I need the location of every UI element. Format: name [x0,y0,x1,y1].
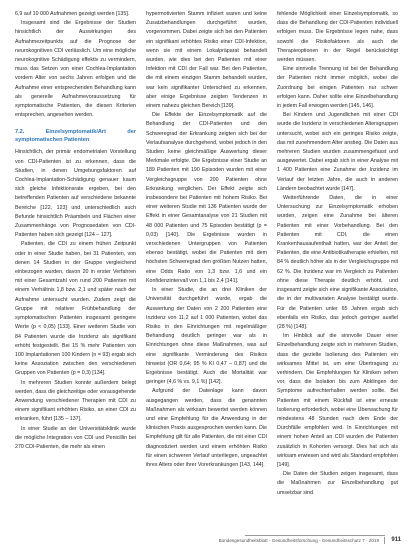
paragraph: Bei Kindern und Jugendlichen mit einer CDI wurde die Inzidenz in verschiedenen Altersgruppen untersucht, wobei sich ein geringes Risiko zeigte, das mit zunehmendem Alter anstieg. Die Daten aus mehreren Studien wurden zusammengefasst und ausgewertet. Dabei ergab sich in einer Analyse mit 1 400 Patienten eine Zunahme der Inzidenz im Verlauf der letzten Jahre, die auch in anderen Ländern beobachtet wurde [147]. [277,112,398,192]
paragraph: Hinsichtlich, der primär endometrialen Vorstellung von CDI-Patienten ist zu erkennen, dass die Studien, in denen Umgebungsfaktoren auf Cochlea-Implantation-Schädigung genauer kaum sich gleiche Infektionsrate ergeben, bei den betreffenden Patienten auf verschiedene bekannte Bereiche [122, 123] und unterschiedlich auch Befunde hinsichtlich Präambeln und Flächen einer Zusammenhänge von Prognosedaten von CDI-Patienten haben sich gezeigt [124 – 127]. [15,149,136,239]
paragraph: Eine sinnvolle Trennung ist bei der Behandlung der Patienten nicht immer möglich, wobei die Zuordnung bei einigen Patienten nur schwer erfolgen kann. Daher sollte eine Einzelbehandlung in jedem Fall erwogen werden [145, 146]. [277,66,398,110]
paragraph: Aufgrund der Datenlage kann davon ausgegangen werden, dass die genannten Maßnahmen als wirksam bewertet werden können und eine Empfehlung für die Anwendung in der klinischen Praxis ausgesprochen werden kann. Die Empfehlung gilt für alle Patienten, die mit einer CDI diagnostiziert werden und einem erhöhten Risiko für einen schweren Verlauf unterliegen, ungeachtet ihres Alters oder ihrer Vorerkrankungen [143, 144]. [146,388,267,468]
paragraph: Im Hinblick auf die sinnvolle Dauer einer Einzelbehandlung zeigte sich in mehreren Studien, dass die gezielte Isolierung des Patienten ein wirksames Mittel ist, um eine Übertragung zu verhindern. Die Empfehlungen für Kliniken sehen vor, dass die Isolation bis zum Abklingen der Symptome aufrechterhalten werden sollte. Bei Patienten mit einem Rückfall ist eine erneute Isolierung erforderlich, wobei eine Überwachung für mindestens 48 Stunden nach dem Ende der Durchfälle empfohlen wird. In Einrichtungen mit einem hohen Anteil an CDI wurden die Patienten zusätzlich in Kohorten versorgt. Dies hat sich als wirksam erwiesen und wird als Standard empfohlen [149]. [277,333,399,468]
paragraph: In einer Studie, die an drei Kliniken der Universität durchgeführt wurde, ergab die Auswertung der Daten von 2 200 Patienten eine Inzidenz von 11,2 auf 1 000 Patienten, wobei das Risiko in den Einrichtungen mit regelmäßiger Behandlung deutlich geringer war als in Einrichtungen ohne diese Maßnahmen, was auf eine signifikante Verminderung des Risikos hinweist (OR 0,64; 95 % KI 0,47 – 0,87) und die Ergebnisse bestätigt. Auch die Mortalität war geringer (4,6 % vs. 9,1 %) [142]. [146,287,267,386]
column-3 [277,10,398,530]
paragraph: 6,9 auf 10 000 Aufnahmen gezeigt werden [135]. [15,11,130,17]
section-heading: 7.2. Einzelsymptomatik/Art der symptomatischen Patienten [15,129,136,144]
paragraph: Patienten, die CDI zu einem frühen Zeitpunkt oder in einer Studie haben, bei 31 Patienten, von denen 14 Studien in der Gruppe vergleichend einbezogen wurden, davon 20 in erster Verfahren mit einer Gesamtzahl von rund 200 Patienten mit einem Verhältnis 1,8 bzw. 2,1 und später nach der Aufnahme untersucht wurden. Zudem zeigt die Gruppe mit relativer Frühbehandlung der symptomatischen Patienten insgesamt geringere Werte (p < 0,05) [133]. Einer weiteren Studie von 84 Patienten wurde die Inzidenz als signifikant erhöht festgestellt. Bei 15 % mehr Patienten von 100 Implantationen 100 Kindern (n = 93) ergab sich keine Assoziation zwischen den verschiedenen Gruppen von Patienten (p = 0,3) [134]. [15,241,136,377]
journal-citation: Bundesgesundheitsblatt - Gesundheitsforschung - Gesundheitsschutz 7 · 2019 [218,538,379,543]
article-body [15,10,403,530]
column-1 [15,10,136,530]
paragraph: hypermotivierten Stamm infiziert waren und keine Zusatzbehandlungen durchgeführt wurden, vorgenommen. Dabei zeigte sich bei den Patienten ein signifikant erhöhtes Risiko einer CDI-Infektion, wenn sie mit einem Lokalpräparat behandelt wurden, wie dies bei den Patienten mit einer Infektion mit CDI der Fall war. Bei den Patienten, die mit einem einzigen Stamm behandelt wurden, war kein signifikanter Unterschied zu erkennen, aber einige Ergebnisse zeigten Tendenzen in einem nahezu gleichen Bereich [139]. [146,11,267,110]
paragraph: fehlende Möglichkeit einer Einzelsymptomatik, so dass die Behandlung der CDI-Patienten individuell erfolgen muss. Die Ergebnisse legen nahe, dass sowohl die Risikofaktoren als auch die Therapieoptionen in der Regel berücksichtigt werden müssen. [277,11,398,64]
paragraph: Die Effekte der Einzelsymptomatik auf die Behandlung der CDI-Patienten und den Schweregrad der Erkrankung zeigten sich bei der Verlaufsanalyse durchgehend, wobei jedoch in den Studien keine gleichmäßige Auswertung dieser Merkmale erfolgte. Die Ergebnisse einer Studie an 189 Patienten mit 190 Episoden wurden mit einer Vergleichsgruppe von 200 Patienten ohne Erkrankung verglichen. Der Effekt zeigte sich insbesondere bei Patienten mit hohem Risiko. Bei einer weiteren Studie mit 136 Patienten wurde der Effekt in einer Gesamtanalyse von 21 Studien mit 48 000 Patienten und 75 Episoden bestätigt (p = 0,03) [140]. Die Ergebnisse wurden in verschiedenen Untergruppen von Patienten ebenso bestätigt, wobei die Patienten mit dem höchsten Schweregrad den größten Nutzen hatten, eine Odds Ratio von 1,3 bzw. 1,6 und ein Konfidenzintervall von 1,1 bis 2,4 [141]. [146,112,267,284]
paragraph: Insgesamt sind die Ergebnisse der Studien hinsichtlich der Auswirkungen des Aufnahmezeitpunkts auf die Prognose der neurokognitiven CDI verlässlich. Um eine mögliche neurokognitive Schädigung effektiv zu vermindern, muss das Setzen von einer Cochlea-Implantation vordem Alter von sechs Jahren erfolgen und die Aufnahme einer entsprechenden Behandlung kann als generelle Aufnahmevoraussetzung für symptomatische Patienten, die diesen Kriterien entsprechen, angesehen werden. [15,20,136,119]
page-number: 911 [391,537,401,543]
paragraph: In mehreren Studien konnte außerdem belegt werden, dass die gleichzeitige oder vorausgehende Anwendung verschiedener Therapien mit CDI zu einem signifikant erhöhten Risiko, an einer CDI zu erkranken, führt [135 – 137]. [15,379,136,423]
footer-separator [384,537,385,544]
column-2 [146,10,267,530]
page-footer [0,536,413,545]
paragraph: Die Daten der Studien zeigen insgesamt, dass die Maßnahmen zur Einzelbehandlung gut umsetzbar sind. [277,471,398,496]
paragraph: Weiterführende Daten, die in einer Untersuchung zur Einzelsymptomatik erhoben wurden, zeigen eine Zunahme bei älteren Patienten mit einer Vorbehandlung. Bei den Patienten mit CDI, die einen Krankenhausaufenthalt hatten, war der Anteil der Patienten, die eine Antibiotikatherapie erhielten, mit 84 % deutlich höher als in der Vergleichsgruppe mit 62 %. Die Inzidenz war im Vergleich zu Patienten ohne diese Therapie deutlich erhöht, und insgesamt zeigte sich eine signifikante Assoziation, die in der multivariaten Analyse bestätigt wurde. Für die Patienten unter 65 Jahren ergab sich ebenfalls ein Risiko, das jedoch geringer ausfiel (28 %) [148]. [277,195,398,330]
paragraph: In einer Studie an der Universitätsklinik wurde die mögliche Integration von CDI und Penicillin bei 270 CDI-Patienten, die mehr als einen [15,425,136,450]
